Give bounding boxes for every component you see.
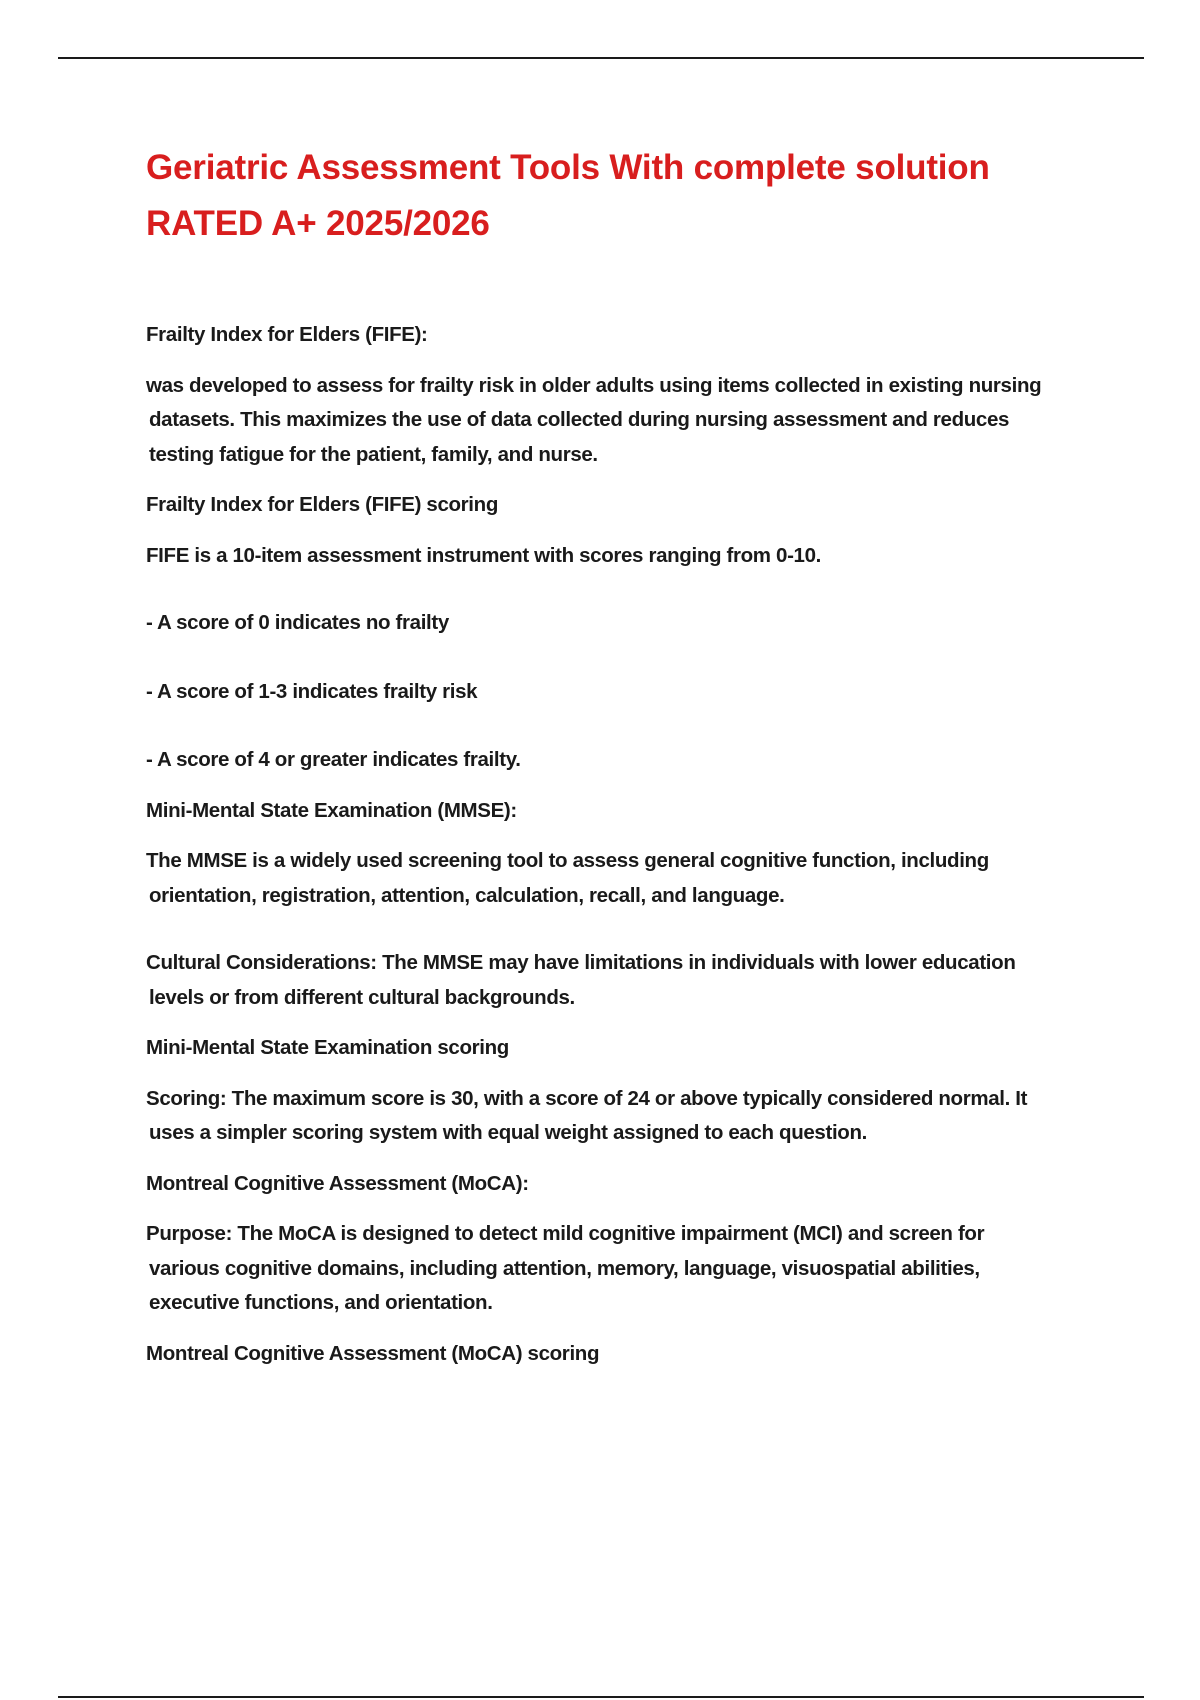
moca-purpose (146, 1217, 1076, 1321)
text-line: was developed to assess for frailty risk in older adults using items collected in existing nursing (146, 373, 1042, 397)
top-divider (58, 57, 1144, 59)
text-line: - A score of 4 or greater indicates frailty. (146, 748, 521, 771)
moca-scoring-heading (146, 1337, 1076, 1372)
fife-score-item (146, 743, 1076, 778)
text-line: Frailty Index for Elders (FIFE): (146, 323, 428, 346)
text-line: Cultural Considerations: The MMSE may have limitations in individuals with lower education (146, 951, 1016, 974)
text-line: uses a simpler scoring system with equal weight assigned to each question. (149, 1121, 867, 1144)
text-line: Frailty Index for Elders (FIFE) scoring (146, 493, 498, 516)
fife-scoring-intro (146, 539, 1076, 574)
mmse-cultural-considerations (146, 946, 1076, 1015)
text-line: - A score of 1-3 indicates frailty risk (146, 679, 478, 703)
fife-heading (146, 318, 1076, 353)
text-line: Montreal Cognitive Assessment (MoCA): (146, 1171, 529, 1195)
text-line: executive functions, and orientation. (149, 1291, 493, 1314)
text-line: FIFE is a 10-item assessment instrument with scores ranging from 0-10. (146, 543, 821, 567)
fife-scoring-heading (146, 488, 1076, 523)
mmse-description (146, 844, 1076, 913)
fife-score-item (146, 606, 1076, 641)
fife-score-item (146, 675, 1076, 710)
mmse-scoring (146, 1082, 1076, 1151)
text-line: The MMSE is a widely used screening tool to assess general cognitive function, including (146, 849, 989, 872)
bottom-divider (58, 1696, 1144, 1698)
text-line: Mini-Mental State Examination scoring (146, 1036, 509, 1059)
document-page (146, 140, 1076, 1371)
title-line: RATED A+ 2025/2026 (146, 204, 490, 243)
text-line: Montreal Cognitive Assessment (MoCA) scoring (146, 1341, 600, 1365)
text-line: - A score of 0 indicates no frailty (146, 611, 449, 634)
text-line: various cognitive domains, including attention, memory, language, visuospatial abilities, (149, 1256, 980, 1280)
document-title (146, 140, 1076, 252)
text-line: datasets. This maximizes the use of data collected during nursing assessment and reduces (149, 408, 1010, 431)
text-line: Mini-Mental State Examination (MMSE): (146, 798, 517, 822)
mmse-scoring-heading (146, 1031, 1076, 1066)
text-line: testing fatigue for the patient, family, and nurse. (149, 442, 598, 466)
title-line: Geriatric Assessment Tools With complete solution (146, 148, 990, 187)
text-line: levels or from different cultural backgrounds. (149, 985, 575, 1009)
text-line: orientation, registration, attention, calculation, recall, and language. (149, 883, 785, 907)
mmse-heading (146, 794, 1076, 829)
text-line: Scoring: The maximum score is 30, with a score of 24 or above typically considered normal. It (146, 1086, 1028, 1110)
text-line: Purpose: The MoCA is designed to detect mild cognitive impairment (MCI) and screen for (146, 1222, 985, 1245)
fife-description (146, 369, 1076, 473)
moca-heading (146, 1167, 1076, 1202)
